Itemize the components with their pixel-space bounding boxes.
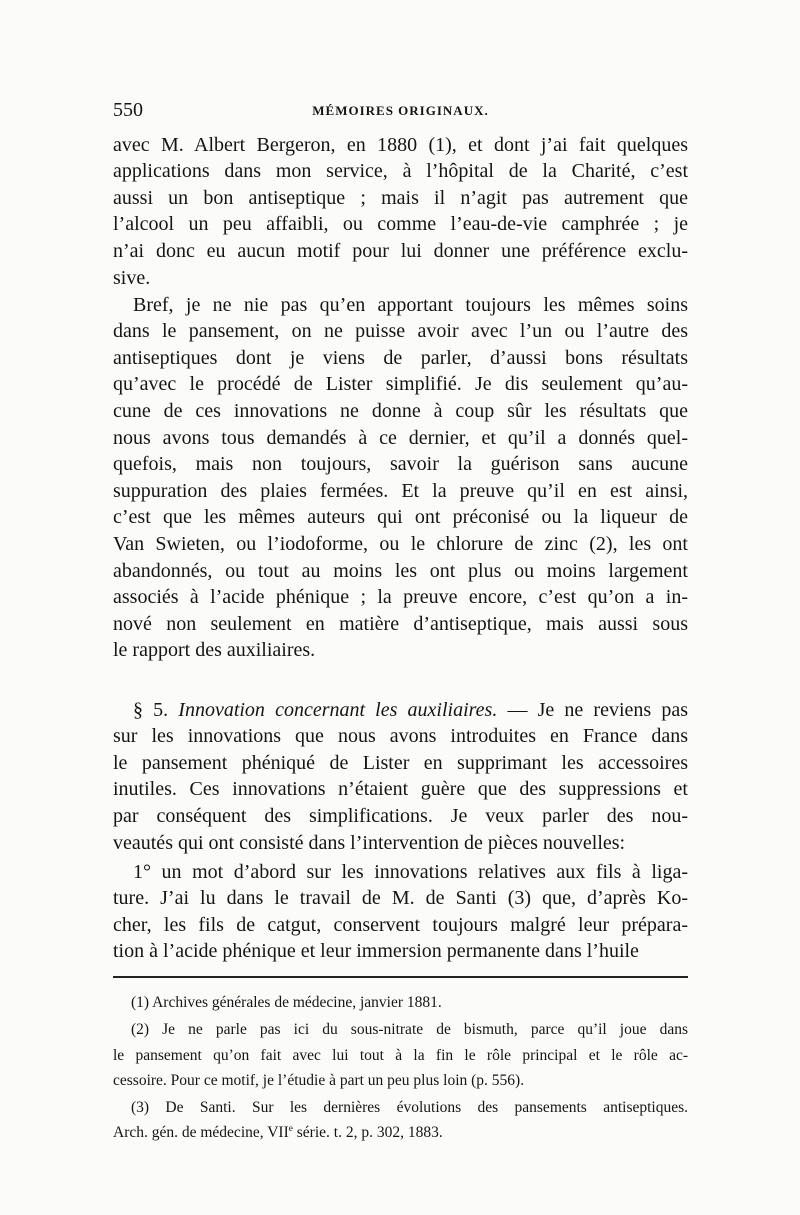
text-segment: cher, les fils de catgut, conservent toujours malgré leur prépara- [113,913,688,936]
text-line [113,750,688,777]
text-segment: (2) Je ne parle pas ici du sous-nitrate de bismuth, parce qu’il joue dans [131,1021,688,1039]
text-segment: Arch. gén. de médecine, VII [113,1124,289,1141]
text-segment: n’ai donc eu aucun motif pour lui donner une préférence exclu- [113,240,688,263]
text-segment: quefois, mais non toujours, savoir la guérison sans aucune [113,453,688,476]
text-segment: inutiles. Ces innovations n’étaient guère que des suppressions et [113,778,688,801]
text-line [113,504,688,531]
text-segment: tion à l’acide phénique et leur immersion permanente dans l’huile [113,940,639,963]
page-header [113,98,688,122]
text-line [113,558,688,585]
text-line [113,158,688,185]
text-line [113,938,688,965]
text-segment: 1° un mot d’abord sur les innovations relatives aux fils à liga- [133,860,688,883]
text-segment: avec M. Albert Bergeron, en 1880 (1), et dont j’ai fait quelques [113,133,688,156]
text-segment: qu’avec le procédé de Lister simplifié. Je dis seulement qu’au- [113,373,688,396]
text-line [113,637,688,664]
text-segment: § 5. [133,698,179,721]
text-line [113,345,688,372]
text-segment: antiseptiques dont je viens de parler, d’aussi bons résultats [113,346,688,369]
running-head: MÉMOIRES ORIGINAUX. [312,103,489,118]
text-segment: le pansement qu’on fait avec lui tout à la fin le rôle principal et le rôle ac- [113,1046,688,1064]
superscript: e [288,1123,293,1134]
text-line [113,478,688,505]
text-line [113,531,688,558]
text-line [113,1017,688,1043]
text-segment: cune de ces innovations ne donne à coup sûr les résultats que [113,400,688,423]
text-line [113,723,688,750]
page-number: 550 [113,99,143,121]
text-line [113,1068,688,1094]
text-line [113,990,688,1016]
text-line [113,885,688,912]
paragraph-ligatures [113,859,688,965]
text-segment: associés à l’acide phénique ; la preuve encore, c’est qu’on a in- [113,586,688,609]
paragraph-2 [113,292,688,664]
text-segment: suppuration des plaies fermées. Et la preuve qu’il en est ainsi, [113,479,688,502]
text-segment: (1) Archives générales de médecine, janvier 1881. [131,993,442,1011]
text-segment: nous avons tous demandés à ce dernier, et qu’il a donnés quel- [113,426,688,449]
text-segment: ture. J’ai lu dans le travail de M. de Santi (3) que, d’après Ko- [113,887,688,910]
text-line [113,584,688,611]
text-segment: abandonnés, ou tout au moins les ont plus ou moins largement [113,559,688,582]
text-line [113,451,688,478]
text-segment: par conséquent des simplifications. Je veux parler des nou- [113,805,688,828]
text-line [113,318,688,345]
text-line [113,1120,688,1146]
text-segment: le rapport des auxiliaires. [113,639,316,662]
text-line [113,830,688,857]
text-segment: (3) De Santi. Sur les dernières évolutions des pansements antiseptiques. [131,1098,688,1116]
text-segment: c’est que les mêmes auteurs qui ont préconisé ou la liqueur de [113,506,688,529]
text-segment: le pansement phéniqué de Lister en supprimant les accessoires [113,751,688,774]
text-line [113,912,688,939]
text-segment: aussi un bon antiseptique ; mais il n’agit pas autrement que [113,186,688,209]
text-line [113,859,688,886]
text-line [113,265,688,292]
text-line [113,697,688,724]
text-line [113,398,688,425]
text-line [113,371,688,398]
text-segment: veautés qui ont consisté dans l’intervention de pièces nouvelles: [113,831,626,854]
text-segment: dans le pansement, on ne puisse avoir avec l’un ou l’autre des [113,320,688,343]
text-segment: Van Swieten, ou l’iodoforme, ou le chlorure de zinc (2), les ont [113,533,688,556]
section-5-paragraph [113,697,688,857]
text-line [113,292,688,319]
text-line [113,185,688,212]
text-segment: l’alcool un peu affaibli, ou comme l’eau-de-vie camphrée ; je [113,213,688,236]
text-line [113,776,688,803]
text-segment: série. t. 2, p. 302, 1883. [292,1124,443,1141]
text-segment: cessoire. Pour ce motif, je l’étudie à part un peu plus loin (p. 556). [113,1072,525,1090]
footnote-separator [113,976,688,978]
footnote-3 [113,1095,688,1146]
text-line [113,803,688,830]
text-line [113,1095,688,1121]
text-line [113,425,688,452]
text-segment: Bref, je ne nie pas qu’en apportant toujours les mêmes soins [133,293,688,316]
text-segment: — Je ne reviens pas [497,698,688,721]
text-segment: nové non seulement en matière d’antiseptique, mais aussi sous [113,612,688,635]
text-segment: sur les innovations que nous avons introduites en France dans [113,725,688,748]
text-line [113,1043,688,1069]
footnote-1 [113,990,688,1016]
text-line [113,611,688,638]
text-segment: sive. [113,266,151,289]
footnote-2 [113,1017,688,1094]
italic-heading: Innovation concernant les auxiliaires. [178,698,498,721]
text-line [113,132,688,159]
paragraph-1 [113,132,688,292]
text-segment: applications dans mon service, à l’hôpital de la Charité, c’est [113,160,688,183]
text-line [113,238,688,265]
text-line [113,211,688,238]
